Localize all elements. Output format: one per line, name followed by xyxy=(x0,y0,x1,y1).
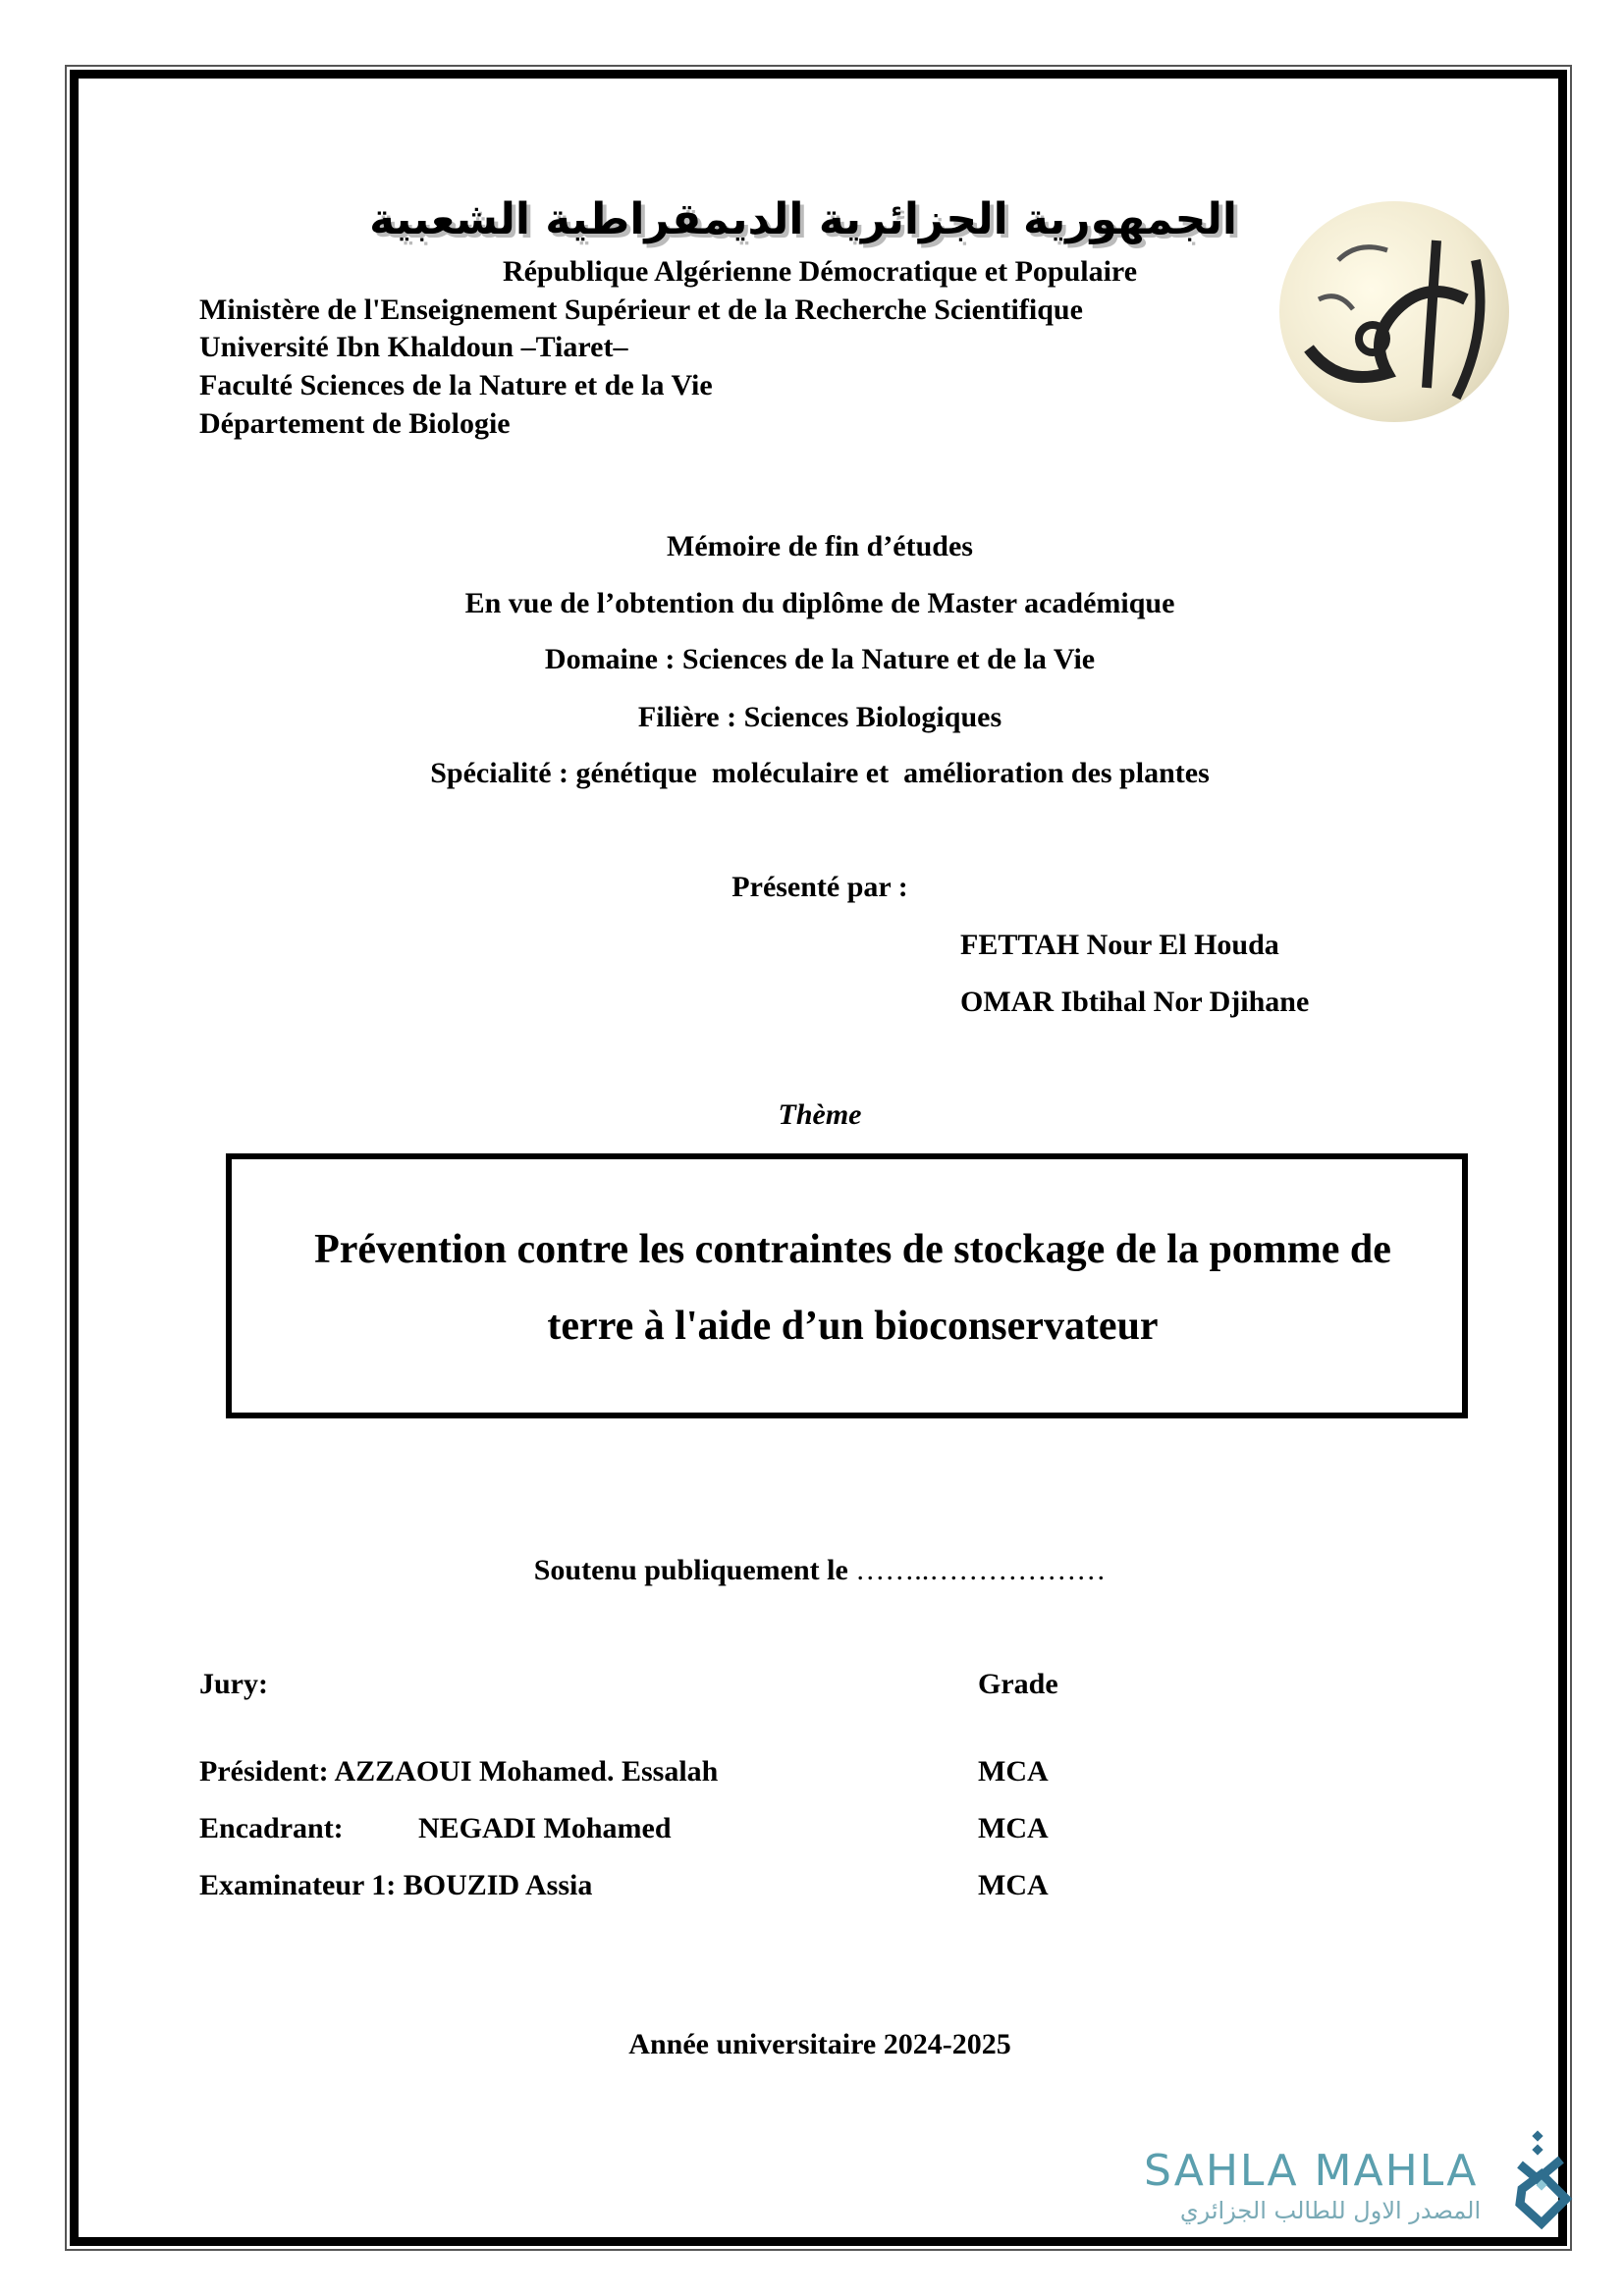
sahla-mahla-logo-icon xyxy=(1512,2130,1581,2238)
defense-line xyxy=(0,1556,1624,1585)
ministry-name: Ministère de l'Enseignement Supérieur et de la Recherche Scientifique xyxy=(199,294,1083,326)
thesis-field: Filière : Sciences Biologiques xyxy=(637,701,1002,733)
jury-header: Jury: xyxy=(199,1668,268,1700)
theme-box xyxy=(226,1153,1468,1418)
jury-supervisor-role: Encadrant: xyxy=(199,1812,344,1844)
faculty-name: Faculté Sciences de la Nature et de la Vie xyxy=(199,369,713,401)
jury-examiner: Examinateur 1: BOUZID Assia xyxy=(199,1869,593,1901)
author-2: OMAR Ibtihal Nor Djihane xyxy=(960,986,1310,1018)
thesis-domain: Domaine : Sciences de la Nature et de la Vie xyxy=(544,643,1096,675)
jury-president: Président: AZZAOUI Mohamed. Essalah xyxy=(199,1755,719,1788)
university-name: Université Ibn Khaldoun –Tiaret– xyxy=(199,331,628,363)
jury-supervisor-name: NEGADI Mohamed xyxy=(418,1812,672,1844)
theme-title-line-2: terre à l'aide d’un bioconservateur xyxy=(547,1304,1159,1349)
theme-title-line-1: Prévention contre les contraintes de stockage de la pomme de xyxy=(314,1227,1391,1272)
author-1: FETTAH Nour El Houda xyxy=(960,929,1279,961)
jury-examiner-grade: MCA xyxy=(978,1869,1049,1901)
university-logo xyxy=(1279,201,1509,422)
jury-president-grade: MCA xyxy=(978,1755,1049,1788)
defense-label: Soutenu publiquement le xyxy=(533,1554,848,1586)
presented-by-label: Présenté par : xyxy=(731,871,908,903)
sahla-mahla-watermark xyxy=(1144,2146,1517,2224)
thesis-specialty: Spécialité : génétique moléculaire et amélioration des plantes xyxy=(430,757,1210,789)
thesis-type: Mémoire de fin d’études xyxy=(667,530,973,562)
republic-name: République Algérienne Démocratique et Populaire xyxy=(502,255,1138,288)
arabic-republic-title: الجمهورية الجزائرية الديمقراطية الشعبية xyxy=(369,194,1237,244)
theme-label: Thème xyxy=(778,1098,862,1131)
watermark-tagline: المصدر الاول للطالب الجزائري xyxy=(1179,2197,1482,2224)
grade-header: Grade xyxy=(978,1668,1058,1700)
department-name: Département de Biologie xyxy=(199,407,511,440)
watermark-brand: SAHLA MAHLA xyxy=(1144,2146,1479,2196)
academic-year: Année universitaire 2024-2025 xyxy=(628,2028,1011,2060)
thesis-purpose: En vue de l’obtention du diplôme de Master académique xyxy=(464,587,1175,619)
jury-supervisor-grade: MCA xyxy=(978,1812,1049,1844)
defense-date-placeholder: ……..……………… xyxy=(855,1554,1107,1586)
